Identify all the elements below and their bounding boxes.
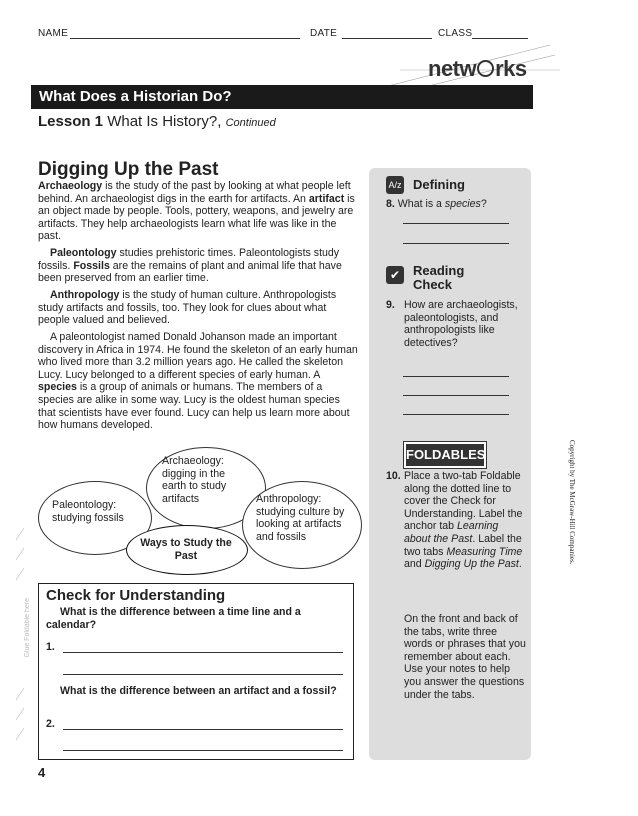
foldables-logo: FOLDABLES [404, 442, 486, 468]
reading-check-heading: Reading Check [413, 263, 465, 292]
concept-diagram [38, 447, 358, 577]
section-title: Digging Up the Past [38, 159, 219, 180]
paragraph-lucy: A paleontologist named Donald Johanson made an important discovery in Africa in 1974. He found the skeleton of an early human who lived more than 3.2 million years ago. He called the skeleton Lucy. Lucy belonged to a different species of early human. A species is a group of animals or humans. The members of a species are alike in some way. Lucy is the oldest human species that scientists have ever found. Lucy can help us learn more about how humans developed. [38, 331, 358, 432]
item-10-instructions: Place a two-tab Foldable along the dotted line to cover the Check for Understanding. Label the anchor tab Learning about the Past. Label the two tabs Measuring Time and Digging Up the Past. [404, 470, 523, 571]
item-10-number: 10. [386, 470, 401, 482]
answer-1-line-1[interactable] [63, 652, 343, 653]
chapter-title-bar: What Does a Historian Do? [31, 85, 533, 109]
question-8: 8. What is a species? [386, 198, 487, 210]
question-9: How are archaeologists, paleontologists, and anthropologists like detectives? [404, 299, 518, 349]
class-line[interactable] [472, 38, 528, 39]
archaeology-node: Archaeology: digging in the earth to study artifacts [162, 455, 227, 505]
answer-2-number: 2. [46, 718, 55, 730]
lesson-heading [38, 113, 276, 130]
check-title: Check for Understanding [46, 587, 226, 604]
answer-1-number: 1. [46, 641, 55, 653]
name-label: NAME [38, 28, 69, 39]
check-for-understanding-box [38, 583, 354, 760]
paragraph-anthropology: Anthropology is the study of human culture. Anthropologists study artifacts and fossils, too. They look for clues about what people valued and believed. [38, 289, 337, 327]
question-2: What is the difference between an artifact and a fossil? [60, 685, 337, 697]
copyright-notice: Copyright by The McGraw-Hill Companies. [568, 440, 576, 565]
anthropology-node: Anthropology: studying culture by looking at artifacts and fossils [256, 493, 345, 543]
checkmark-icon: ✔ [386, 266, 404, 284]
center-node: Ways to Study the Past [140, 537, 232, 562]
name-line[interactable] [70, 38, 300, 39]
answer-2-line-2[interactable] [63, 750, 343, 751]
defining-icon: A/z [386, 176, 404, 194]
answer-8-line-1[interactable] [403, 223, 509, 224]
paragraph-archaeology: Archaeology is the study of the past by looking at what people left behind. An archaeologist digs in the earth for artifacts. An artifact is an object made by people. Tools, pottery, weapons, and jewelry are artifacts. They help archaeologists learn what life was like in the past. [38, 180, 355, 243]
defining-heading: Defining [413, 177, 465, 192]
lesson-label: Lesson 1 [38, 113, 104, 130]
answer-8-line-2[interactable] [403, 243, 509, 244]
date-line[interactable] [342, 38, 432, 39]
answer-9-line-2[interactable] [403, 395, 509, 396]
date-label: DATE [310, 28, 338, 39]
class-label: CLASS [438, 28, 473, 39]
answer-9-line-3[interactable] [403, 414, 509, 415]
item-10-instructions-2: On the front and back of the tabs, write three words or phrases that you remember about each. Use your notes to help you answer the questions under the tabs. [404, 613, 526, 701]
glue-label: Glue Foldable here [24, 598, 31, 658]
paragraph-paleontology: Paleontology studies prehistoric times. Paleontologists study fossils. Fossils are the remains of plant and animal life that have been preserved from an earlier time. [38, 247, 342, 285]
question-1: What is the difference between a time line and a calendar? [46, 606, 301, 631]
answer-9-line-1[interactable] [403, 376, 509, 377]
answer-2-line-1[interactable] [63, 729, 343, 730]
lesson-title: What Is History?, [107, 113, 222, 130]
lesson-continued: Continued [225, 117, 276, 129]
networks-logo: netw rks [428, 56, 527, 81]
question-9-number: 9. [386, 299, 395, 311]
page-number: 4 [38, 765, 46, 780]
paleontology-node: Paleontology: studying fossils [52, 499, 124, 524]
answer-1-line-2[interactable] [63, 674, 343, 675]
